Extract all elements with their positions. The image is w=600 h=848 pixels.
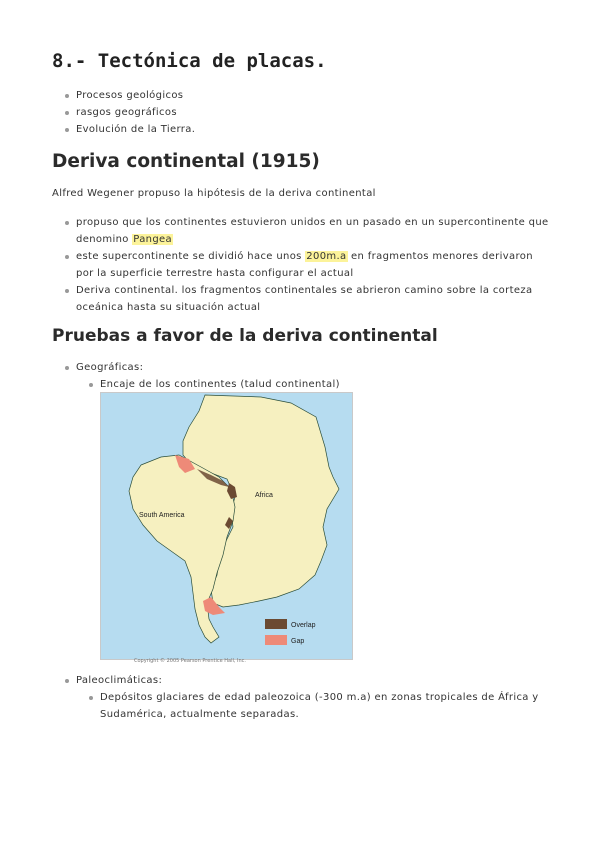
bullet-icon — [65, 289, 69, 293]
bullet-icon — [89, 696, 93, 700]
bullet-icon — [65, 94, 69, 98]
paleo-sublist — [76, 689, 546, 723]
deriva-list — [52, 214, 552, 316]
bullet-icon — [65, 111, 69, 115]
section-heading-pruebas: Pruebas a favor de la deriva continental — [52, 326, 438, 346]
bullet-icon — [65, 679, 69, 683]
bullet-icon — [65, 221, 69, 225]
list-item: Paleoclimáticas: — [52, 672, 552, 689]
geo-sublist — [76, 376, 556, 393]
highlight-200ma: 200m.a — [306, 251, 347, 262]
intro-paragraph: Alfred Wegener propuso la hipótesis de la deriva continental — [52, 188, 376, 199]
page-title: 8.- Tectónica de placas. — [52, 50, 327, 72]
bullet-icon — [89, 383, 93, 387]
intro-list — [52, 87, 572, 138]
label-africa: Africa — [255, 492, 273, 499]
list-item: este supercontinente se dividió hace unos 200m.a en fragmentos menores derivaron por la superficie terrestre hasta configurar el actual — [52, 248, 552, 282]
highlight-pangea: Pangea — [133, 234, 173, 245]
section-heading-deriva: Deriva continental (1915) — [52, 151, 320, 172]
label-south-america: South America — [139, 512, 185, 519]
bullet-icon — [65, 366, 69, 370]
list-item: Procesos geológicos — [52, 87, 572, 104]
legend-overlap-swatch — [265, 619, 287, 629]
figure-credit: Copyright © 2005 Pearson Prentice Hall, Inc. — [134, 658, 247, 664]
legend-gap-label: Gap — [291, 638, 305, 645]
continent-fit-map — [100, 392, 353, 660]
list-item: Evolución de la Tierra. — [52, 121, 572, 138]
bullet-icon — [65, 255, 69, 259]
map-svg — [101, 393, 352, 659]
legend-overlap-label: Overlap — [291, 622, 316, 629]
list-item: Geográficas: — [52, 359, 552, 376]
list-item: Depósitos glaciares de edad paleozoica (-300 m.a) en zonas tropicales de África y Sudamérica, actualmente separadas. — [76, 689, 546, 723]
list-item: propuso que los continentes estuvieron unidos en un pasado en un supercontinente que denomino Pangea — [52, 214, 552, 248]
pruebas-list — [52, 359, 552, 376]
list-item: rasgos geográficos — [52, 104, 572, 121]
legend-gap-swatch — [265, 635, 287, 645]
list-item: Deriva continental. los fragmentos continentales se abrieron camino sobre la corteza oceánica hasta su situación actual — [52, 282, 552, 316]
list-item: Encaje de los continentes (talud continental) — [76, 376, 556, 393]
bullet-icon — [65, 128, 69, 132]
paleo-list — [52, 672, 552, 689]
